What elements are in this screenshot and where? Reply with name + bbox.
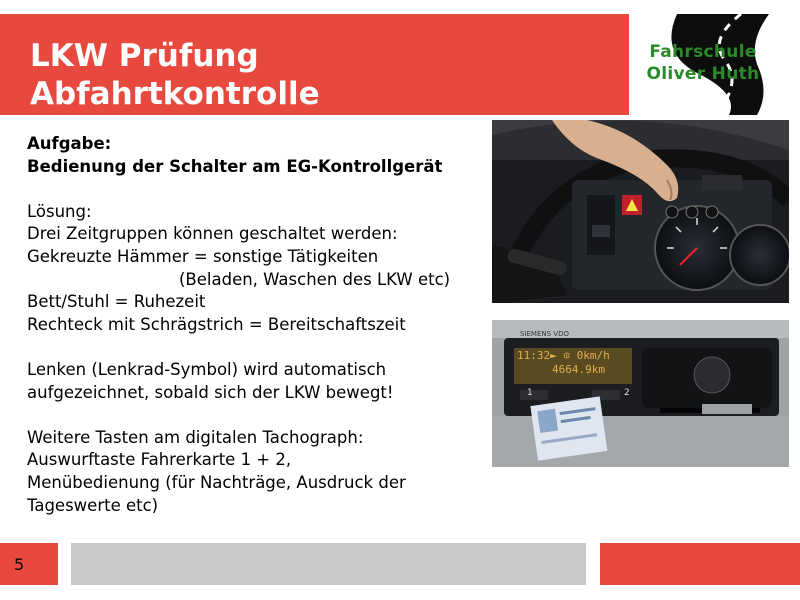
task-text: Bedienung der Schalter am EG-Kontrollgerät [27, 156, 443, 176]
solution-line: Drei Zeitgruppen können geschaltet werden: [27, 224, 398, 244]
spacer [27, 178, 497, 201]
solution-label: Lösung: [27, 201, 92, 221]
tachograph-photo [492, 320, 789, 467]
keys-line: Auswurftaste Fahrerkarte 1 + 2, [27, 450, 292, 470]
solution-line: Gekreuzte Hämmer = sonstige Tätigkeiten [27, 246, 379, 266]
steering-line: aufgezeichnet, sobald sich der LKW bewegt! [27, 382, 394, 402]
tachograph-display-row1: 11:32► ⊙ 0km/h [517, 349, 610, 362]
tachograph-brand: SIEMENS VDO [520, 330, 569, 338]
footer-middle-bar [71, 543, 586, 585]
title-banner [0, 14, 629, 115]
tachograph-display-row2: 4664.9km [552, 363, 605, 376]
slide-body [27, 133, 497, 517]
slot-2-label: 2 [624, 388, 630, 398]
logo-line-2: Oliver Huth [646, 64, 760, 84]
solution-line: (Beladen, Waschen des LKW etc) [179, 269, 451, 289]
keys-line: Menübedienung (für Nachträge, Ausdruck der [27, 472, 406, 492]
spacer [27, 336, 497, 359]
logo-line-1: Fahrschule [649, 42, 757, 62]
steering-line: Lenken (Lenkrad-Symbol) wird automatisch [27, 359, 387, 379]
footer-right-bar [600, 543, 800, 585]
solution-line: Bett/Stuhl = Ruhezeit [27, 292, 206, 312]
spacer [27, 404, 497, 427]
dashboard-photo [492, 120, 789, 303]
page-number: 5 [14, 555, 25, 574]
solution-line: Rechteck mit Schrägstrich = Bereitschaftszeit [27, 314, 406, 334]
footer-left-bar [0, 543, 58, 585]
task-label: Aufgabe: [27, 134, 112, 153]
keys-line: Weitere Tasten am digitalen Tachograph: [27, 427, 364, 447]
driving-school-logo [629, 14, 777, 115]
title-line-1: LKW Prüfung [30, 38, 259, 74]
slot-1-label: 1 [527, 388, 533, 398]
title-line-2: Abfahrtkontrolle [30, 76, 320, 112]
keys-line: Tageswerte etc) [27, 495, 159, 515]
